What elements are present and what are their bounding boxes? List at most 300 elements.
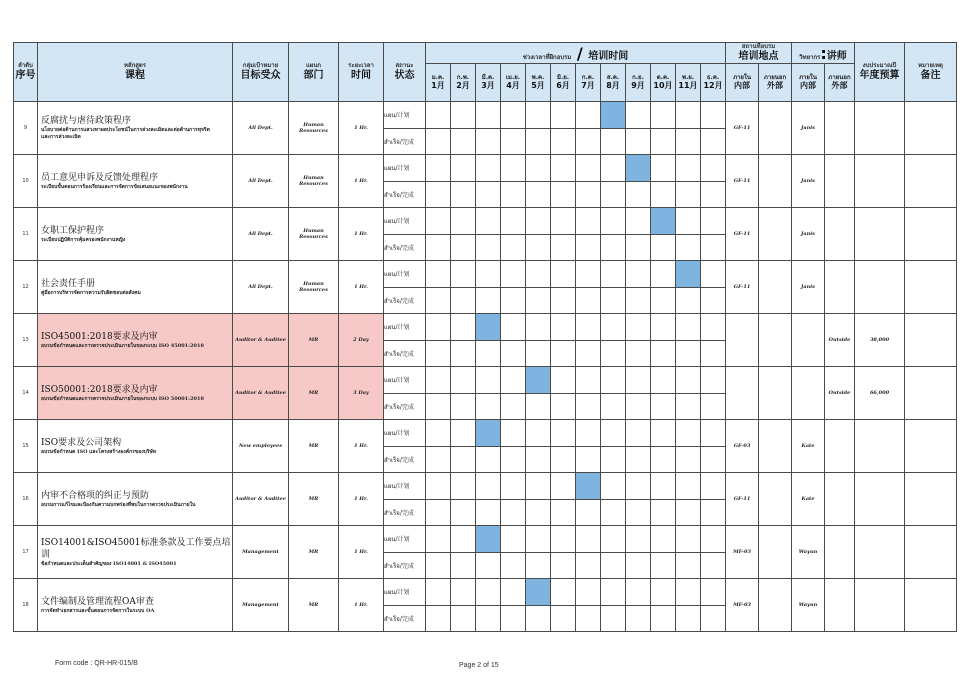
target-cell: All Dept. [233, 102, 289, 155]
month-cell [576, 208, 601, 235]
location-external [759, 579, 792, 632]
month-cell-done [626, 182, 651, 208]
month-cell-done [426, 606, 451, 632]
month-cell [451, 261, 476, 288]
month-cell-done [601, 288, 626, 314]
training-plan-table [13, 42, 957, 632]
month-cell-done [551, 500, 576, 526]
plan-month-mark [651, 208, 676, 235]
month-cell [701, 261, 726, 288]
trainer-internal: Janis [792, 261, 825, 314]
month-cell-done [626, 394, 651, 420]
month-cell-done [501, 606, 526, 632]
month-cell [626, 314, 651, 341]
month-cell-done [651, 288, 676, 314]
month-cell [626, 420, 651, 447]
month-cell [526, 420, 551, 447]
month-cell-done [476, 447, 501, 473]
month-cell-done [601, 553, 626, 579]
month-cell [476, 155, 501, 182]
course-title: 反腐扰与虐待政策程序 [41, 116, 132, 126]
month-cell-done [476, 606, 501, 632]
month-cell-done [626, 500, 651, 526]
month-cell-done [701, 288, 726, 314]
course-subtitle: อบรมการแก้ไขและป้องกันความบกพร่องที่พบในการตรวจประเมินภายใน [41, 501, 196, 508]
month-cell [426, 367, 451, 394]
header-row-1 [14, 43, 957, 64]
month-cell-done [451, 235, 476, 261]
duration-cell: 1 Hr. [339, 208, 384, 261]
month-cell [501, 420, 526, 447]
budget-cell: 38,000 [855, 314, 905, 367]
plan-month-mark [526, 579, 551, 606]
dept-cell: MR [289, 526, 339, 579]
month-cell-done [476, 341, 501, 367]
status-done: สำเร็จ/完成 [384, 182, 426, 208]
trainer-internal: Kate [792, 473, 825, 526]
status-done: สำเร็จ/完成 [384, 500, 426, 526]
col-header-month: มิ.ย. 6月 [551, 64, 576, 102]
trainer-internal: Wayun [792, 526, 825, 579]
location-internal [726, 367, 759, 420]
location-internal: MF-03 [726, 526, 759, 579]
month-cell [526, 526, 551, 553]
row-number: 17 [14, 526, 38, 579]
course-title: 社会责任手册 [41, 278, 96, 289]
target-cell: All Dept. [233, 261, 289, 314]
month-cell-done [701, 606, 726, 632]
row-number: 11 [14, 208, 38, 261]
month-cell-done [651, 553, 676, 579]
form-code: Form code : QR-HR-015/B [55, 660, 138, 667]
plan-month-mark [601, 102, 626, 129]
target-cell: All Dept. [233, 155, 289, 208]
month-cell [701, 102, 726, 129]
status-done: สำเร็จ/完成 [384, 235, 426, 261]
month-cell-done [701, 341, 726, 367]
status-done: สำเร็จ/完成 [384, 447, 426, 473]
month-cell-done [551, 553, 576, 579]
target-cell: Management [233, 526, 289, 579]
row-number: 10 [14, 155, 38, 208]
col-header-target: กลุ่มเป้าหมาย 目标受众 [233, 43, 289, 102]
month-cell-done [476, 500, 501, 526]
month-cell-done [451, 182, 476, 208]
month-cell-done [676, 182, 701, 208]
month-cell-done [676, 553, 701, 579]
page-number: Page 2 of 15 [459, 662, 499, 669]
col-header-trainer-out: ภายนอก 外部 [825, 64, 855, 102]
month-cell [426, 155, 451, 182]
month-cell-done [701, 500, 726, 526]
month-cell-done [626, 553, 651, 579]
trainer-external [825, 473, 855, 526]
month-cell-done [526, 553, 551, 579]
plan-month-mark [676, 261, 701, 288]
month-cell-done [426, 129, 451, 155]
month-cell [551, 579, 576, 606]
month-cell-done [526, 394, 551, 420]
month-cell-done [526, 447, 551, 473]
course-cell [38, 208, 233, 261]
month-cell [701, 526, 726, 553]
duration-cell: 1 Hr. [339, 420, 384, 473]
col-header-month: มี.ค. 3月 [476, 64, 501, 102]
trainer-external [825, 261, 855, 314]
month-cell [476, 473, 501, 500]
month-cell-done [551, 606, 576, 632]
remark-cell [905, 314, 957, 367]
month-cell [501, 367, 526, 394]
dept-cell: MR [289, 367, 339, 420]
month-cell-done [501, 341, 526, 367]
month-cell-done [676, 606, 701, 632]
month-cell-done [526, 606, 551, 632]
month-cell-done [451, 553, 476, 579]
trainer-internal [792, 367, 825, 420]
month-cell [651, 579, 676, 606]
duration-cell: 1 Hr. [339, 261, 384, 314]
budget-cell [855, 155, 905, 208]
location-external [759, 526, 792, 579]
month-cell [651, 526, 676, 553]
col-header-month: ต.ค. 10月 [651, 64, 676, 102]
duration-cell: 1 Hr. [339, 579, 384, 632]
course-subtitle: คู่มือการบริหารจัดการความรับผิดชอบต่อสังคม [41, 289, 141, 296]
month-cell [476, 367, 501, 394]
location-external [759, 420, 792, 473]
row-number: 13 [14, 314, 38, 367]
location-external [759, 102, 792, 155]
month-cell-done [526, 500, 551, 526]
location-external [759, 367, 792, 420]
status-plan: แผน/计划 [384, 579, 426, 606]
course-cell [38, 102, 233, 155]
month-cell [551, 102, 576, 129]
month-cell [426, 473, 451, 500]
month-cell [426, 420, 451, 447]
month-cell-done [626, 606, 651, 632]
month-cell [551, 420, 576, 447]
month-cell-done [651, 606, 676, 632]
month-cell-done [576, 129, 601, 155]
trainer-external [825, 526, 855, 579]
dept-cell: Human Resources [289, 155, 339, 208]
month-cell-done [476, 182, 501, 208]
month-cell-done [576, 394, 601, 420]
col-header-month: พ.ค. 5月 [526, 64, 551, 102]
course-cell [38, 526, 233, 579]
month-cell [551, 526, 576, 553]
col-header-remark: หมายเหตุ 备注 [905, 43, 957, 102]
course-cell [38, 155, 233, 208]
col-header-trainer: วิทยากร:讲师 [792, 43, 855, 64]
month-cell-done [576, 182, 601, 208]
month-cell [451, 526, 476, 553]
table-row [14, 102, 957, 129]
month-cell-done [676, 341, 701, 367]
month-cell-done [451, 129, 476, 155]
month-cell-done [451, 606, 476, 632]
budget-cell: 66,000 [855, 367, 905, 420]
month-cell [451, 473, 476, 500]
month-cell [701, 155, 726, 182]
course-subtitle: อบรมข้อกำหนดและการตรวจประเมินภายในของระบบ ISO 50001:2018 [41, 395, 204, 402]
table-row [14, 420, 957, 447]
month-cell [576, 155, 601, 182]
course-subtitle: อบรมข้อกำหนด ISO และโครงสร้างองค์กรของบริษัท [41, 448, 157, 455]
month-cell-done [701, 447, 726, 473]
month-cell [626, 367, 651, 394]
month-cell-done [451, 447, 476, 473]
plan-month-mark [626, 155, 651, 182]
month-cell [701, 420, 726, 447]
month-cell-done [551, 182, 576, 208]
month-cell [526, 314, 551, 341]
dept-cell: MR [289, 314, 339, 367]
month-cell-done [476, 553, 501, 579]
trainer-external: Outside [825, 367, 855, 420]
month-cell-done [676, 235, 701, 261]
table-row [14, 155, 957, 182]
col-header-month: เม.ย. 4月 [501, 64, 526, 102]
course-title: 文件编制及管理流程OA审查 [41, 596, 154, 607]
month-cell-done [576, 235, 601, 261]
table-row [14, 367, 957, 394]
month-cell-done [651, 129, 676, 155]
row-number: 14 [14, 367, 38, 420]
remark-cell [905, 526, 957, 579]
month-cell-done [626, 235, 651, 261]
month-cell [526, 473, 551, 500]
col-header-dept: แผนก 部门 [289, 43, 339, 102]
status-plan: แผน/计划 [384, 208, 426, 235]
month-cell [626, 579, 651, 606]
month-cell-done [426, 553, 451, 579]
course-title: 内审不合格项的纠正与预防 [41, 490, 150, 501]
trainer-internal: Janis [792, 102, 825, 155]
month-cell [601, 155, 626, 182]
course-title: ISO要求及公司架构 [41, 437, 122, 448]
row-number: 18 [14, 579, 38, 632]
month-cell [451, 102, 476, 129]
month-cell-done [601, 182, 626, 208]
month-cell-done [601, 341, 626, 367]
col-header-month: ก.ค. 7月 [576, 64, 601, 102]
month-cell [676, 526, 701, 553]
budget-cell [855, 102, 905, 155]
month-cell-done [701, 235, 726, 261]
trainer-external [825, 579, 855, 632]
location-internal: GF-03 [726, 420, 759, 473]
row-number: 9 [14, 102, 38, 155]
target-cell: Auditor & Auditee [233, 473, 289, 526]
location-external [759, 473, 792, 526]
col-header-location: สถานที่อบรม 培训地点 [726, 43, 792, 64]
location-internal: GF-11 [726, 155, 759, 208]
remark-cell [905, 102, 957, 155]
course-cell [38, 473, 233, 526]
trainer-external: Outside [825, 314, 855, 367]
month-cell [426, 261, 451, 288]
table-row [14, 579, 957, 606]
remark-cell [905, 261, 957, 314]
month-cell [426, 579, 451, 606]
month-cell-done [476, 288, 501, 314]
month-cell-done [501, 447, 526, 473]
duration-cell: 2 Day [339, 314, 384, 367]
remark-cell [905, 155, 957, 208]
status-done: สำเร็จ/完成 [384, 553, 426, 579]
month-cell-done [451, 394, 476, 420]
course-title: ISO50001:2018要求及内审 [41, 384, 158, 395]
month-cell-done [651, 341, 676, 367]
month-cell [501, 208, 526, 235]
budget-cell [855, 261, 905, 314]
month-cell [451, 155, 476, 182]
status-done: สำเร็จ/完成 [384, 394, 426, 420]
month-cell-done [601, 129, 626, 155]
month-cell [651, 473, 676, 500]
month-cell-done [501, 288, 526, 314]
month-cell [676, 420, 701, 447]
month-cell-done [626, 129, 651, 155]
remark-cell [905, 420, 957, 473]
month-cell-done [676, 447, 701, 473]
col-header-course: หลักสูตร 课程 [38, 43, 233, 102]
month-cell-done [576, 553, 601, 579]
course-subtitle: ระเบียบขั้นตอนการร้องเรียนและการจัดการข้อเสนอแนะของพนักงาน [41, 183, 188, 190]
month-cell [601, 261, 626, 288]
month-cell-done [701, 553, 726, 579]
month-cell [501, 102, 526, 129]
month-cell-done [626, 447, 651, 473]
budget-cell [855, 420, 905, 473]
month-cell-done [551, 235, 576, 261]
month-cell [551, 473, 576, 500]
month-cell-done [551, 341, 576, 367]
month-cell [701, 473, 726, 500]
status-plan: แผน/计划 [384, 473, 426, 500]
dept-cell: Human Resources [289, 208, 339, 261]
month-cell [576, 579, 601, 606]
month-cell [501, 261, 526, 288]
month-cell-done [451, 288, 476, 314]
course-subtitle-2: และการล่วงละเมิด [41, 134, 81, 140]
status-plan: แผน/计划 [384, 526, 426, 553]
target-cell: New employees [233, 420, 289, 473]
month-cell [651, 420, 676, 447]
month-cell [651, 261, 676, 288]
month-cell-done [526, 288, 551, 314]
month-cell [526, 102, 551, 129]
month-cell [451, 579, 476, 606]
table-row [14, 208, 957, 235]
dept-cell: Human Resources [289, 261, 339, 314]
month-cell-done [676, 129, 701, 155]
month-cell-done [601, 447, 626, 473]
month-cell [501, 473, 526, 500]
month-cell [551, 155, 576, 182]
status-plan: แผน/计划 [384, 155, 426, 182]
col-header-status: สถานะ 状态 [384, 43, 426, 102]
row-number: 16 [14, 473, 38, 526]
month-cell [551, 208, 576, 235]
month-cell [601, 367, 626, 394]
status-done: สำเร็จ/完成 [384, 288, 426, 314]
col-header-duration: ระยะเวลา 时间 [339, 43, 384, 102]
table-row [14, 526, 957, 553]
month-cell-done [701, 129, 726, 155]
table-row [14, 473, 957, 500]
month-cell [476, 261, 501, 288]
month-cell [676, 473, 701, 500]
location-internal: GF-11 [726, 208, 759, 261]
month-cell-done [551, 129, 576, 155]
month-cell-done [501, 500, 526, 526]
remark-cell [905, 473, 957, 526]
month-cell [651, 314, 676, 341]
location-external [759, 261, 792, 314]
location-external [759, 155, 792, 208]
month-cell-done [426, 500, 451, 526]
month-cell [676, 102, 701, 129]
month-cell [476, 208, 501, 235]
col-header-budget: งบประมาณปี 年度预算 [855, 43, 905, 102]
location-external [759, 314, 792, 367]
month-cell-done [451, 500, 476, 526]
month-cell [451, 208, 476, 235]
dept-cell: MR [289, 473, 339, 526]
month-cell [451, 314, 476, 341]
status-plan: แผน/计划 [384, 261, 426, 288]
month-cell [676, 367, 701, 394]
month-cell-done [526, 129, 551, 155]
dept-cell: MR [289, 420, 339, 473]
trainer-external [825, 155, 855, 208]
month-cell [651, 155, 676, 182]
row-number: 15 [14, 420, 38, 473]
month-cell-done [651, 500, 676, 526]
col-header-no: ลำดับ 序号 [14, 43, 38, 102]
month-cell-done [701, 182, 726, 208]
dept-cell: Human Resources [289, 102, 339, 155]
duration-cell: 1 Hr. [339, 526, 384, 579]
dept-cell: MR [289, 579, 339, 632]
course-subtitle: การจัดทำเอกสารและขั้นตอนการจัดการในระบบ OA [41, 607, 155, 614]
month-cell-done [576, 606, 601, 632]
month-cell-done [426, 235, 451, 261]
month-cell [601, 526, 626, 553]
remark-cell [905, 579, 957, 632]
col-header-month: ก.ย. 9月 [626, 64, 651, 102]
month-cell [576, 314, 601, 341]
month-cell-done [576, 500, 601, 526]
month-cell [601, 420, 626, 447]
month-cell [551, 314, 576, 341]
col-header-month: ส.ค. 8月 [601, 64, 626, 102]
trainer-external [825, 208, 855, 261]
month-cell [676, 314, 701, 341]
month-cell [676, 208, 701, 235]
course-subtitle: ระเบียบปฏิบัติการคุ้มครองพนักงานหญิง [41, 236, 126, 243]
month-cell [501, 579, 526, 606]
month-cell-done [451, 341, 476, 367]
month-cell-done [576, 341, 601, 367]
status-done: สำเร็จ/完成 [384, 341, 426, 367]
month-cell-done [426, 447, 451, 473]
month-cell [626, 208, 651, 235]
